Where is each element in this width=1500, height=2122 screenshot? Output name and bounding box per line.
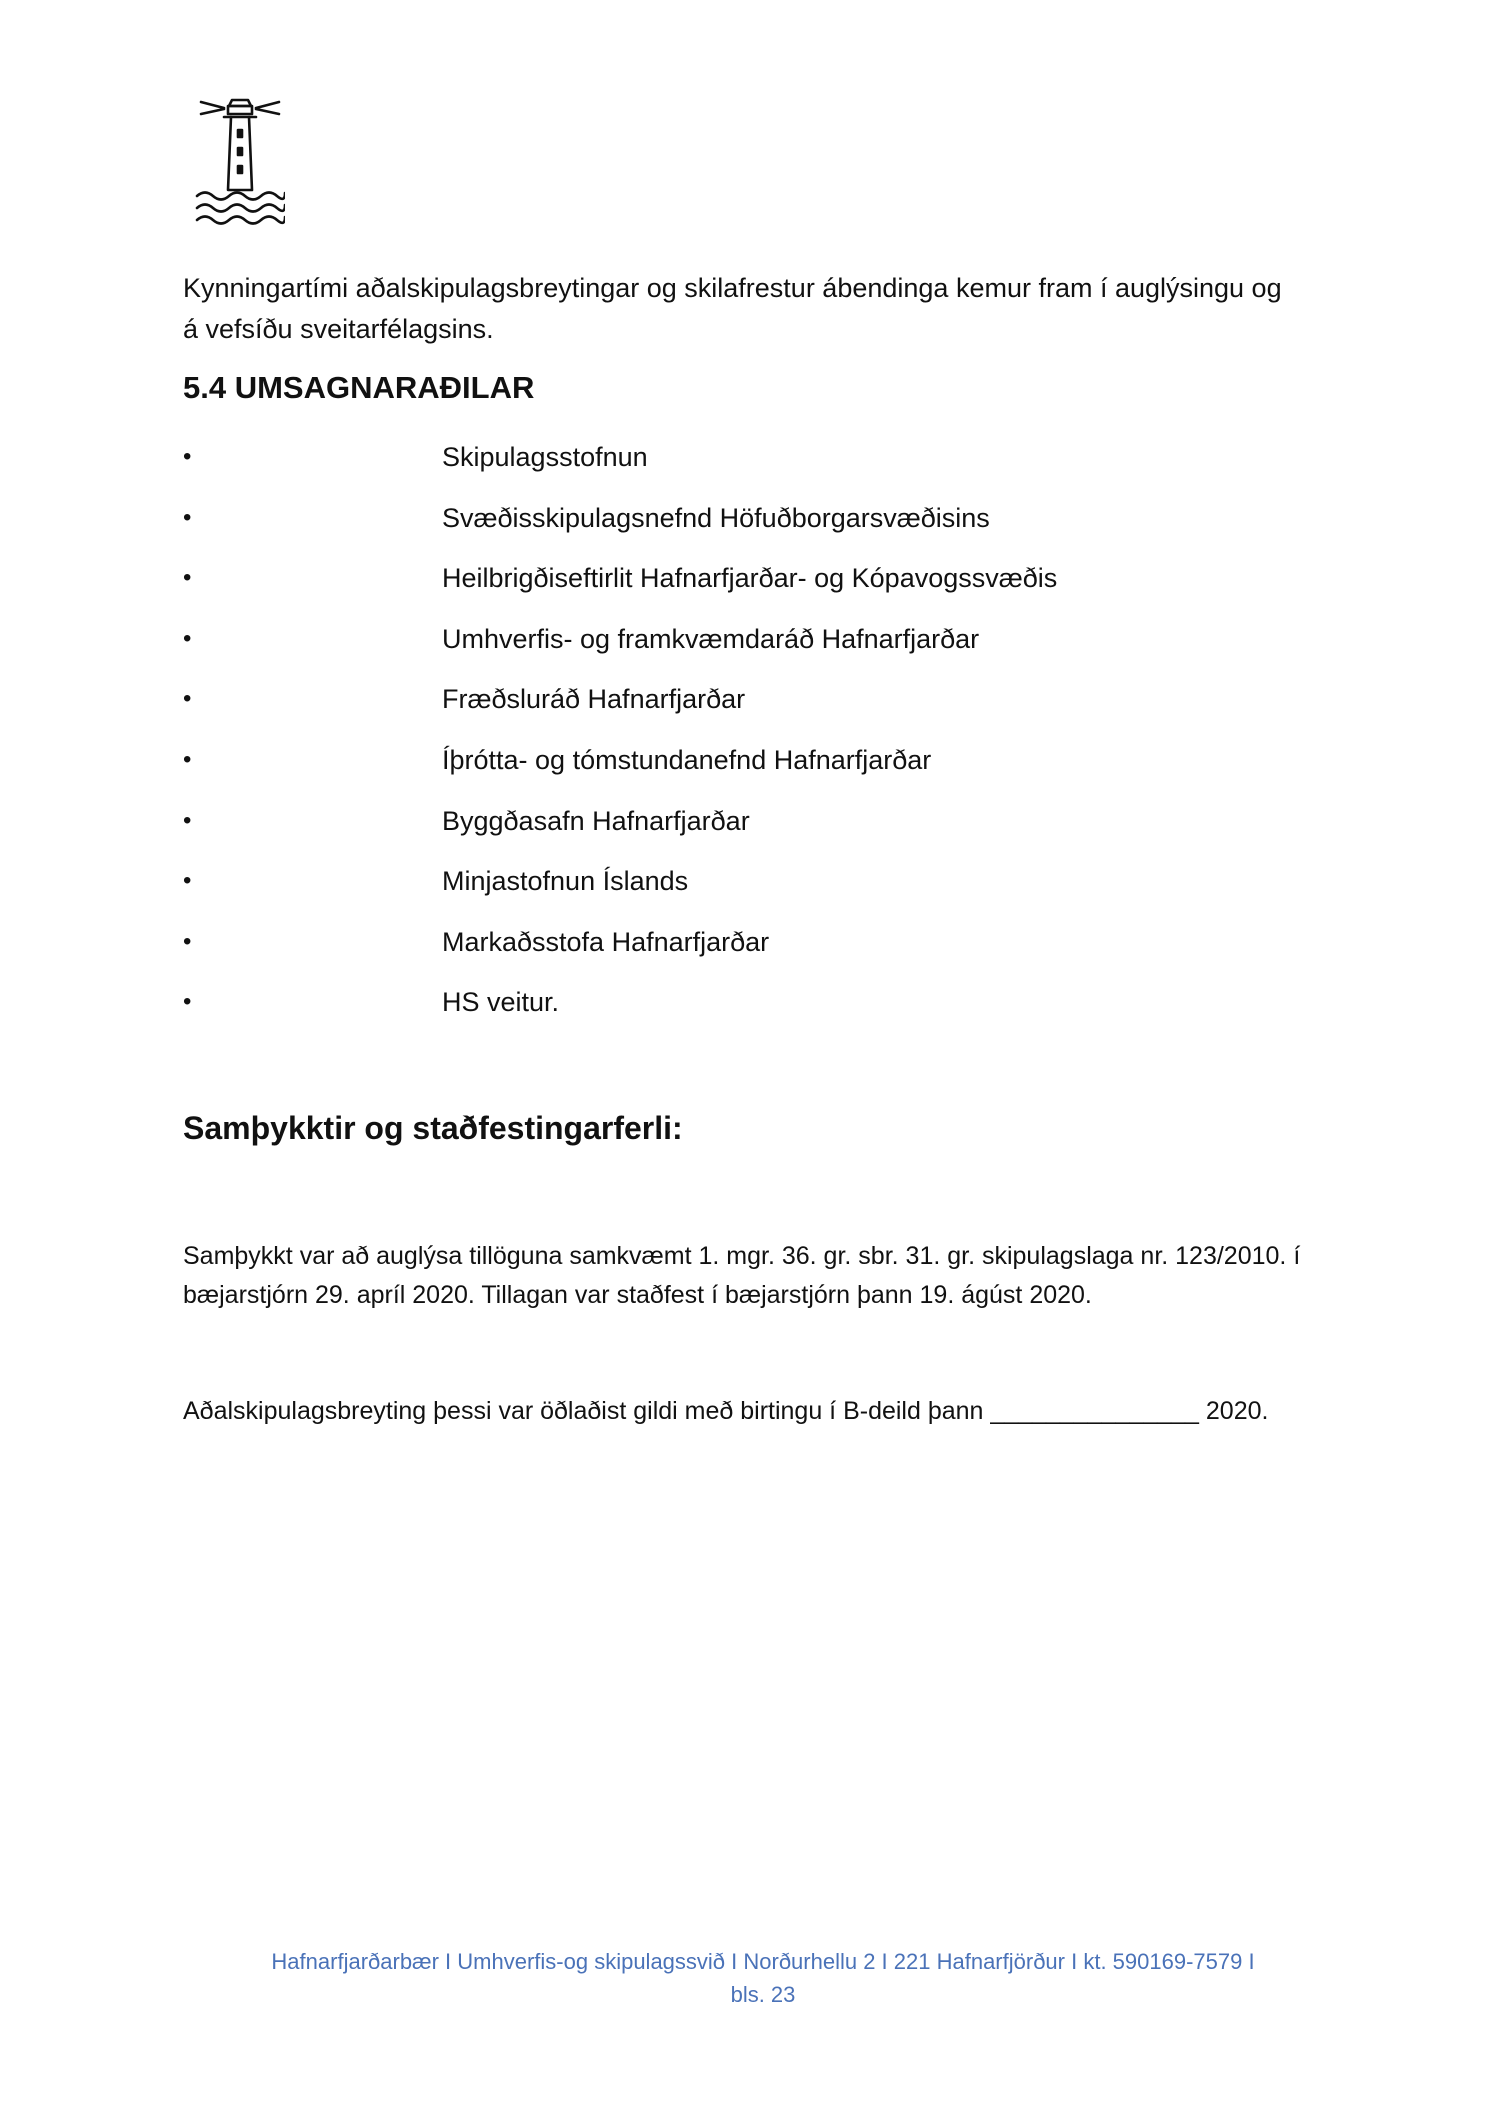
lighthouse-icon [195,92,285,227]
effect-statement: Aðalskipulagsbreyting þessi var öðlaðist gildi með birtingu í B-deild þann _______________ 2020. [183,1397,1269,1425]
bullet-icon: • [183,443,192,470]
bullet-icon: • [183,806,192,834]
approval-heading: Samþykktir og staðfestingarferli: [183,1110,683,1146]
footer-address: Hafnarfjarðarbær I Umhverfis-og skipulagssvið I Norðurhellu 2 I 221 Hafnarfjörður I kt. 590169-7579 I [271,1949,1255,1974]
reviewer-name: Heilbrigðiseftirlit Hafnarfjarðar- og Kópavogssvæðis [442,563,1058,594]
bullet-icon: • [183,564,192,592]
reviewer-name: Fræðsluráð Hafnarfjarðar [442,684,746,715]
approval-line-2: bæjarstjórn 29. apríl 2020. Tillagan var staðfest í bæjarstjórn þann 19. ágúst 2020. [183,1281,1092,1309]
list-item [183,494,1343,555]
reviewer-name: Markaðsstofa Hafnarfjarðar [442,926,770,957]
bullet-icon: • [183,624,192,652]
reviewer-list [183,433,1343,1039]
list-item [183,978,1343,1039]
page-number: bls. 23 [730,1982,796,2007]
reviewer-name: HS veitur. [442,987,560,1018]
list-item [183,615,1343,676]
reviewer-name: Umhverfis- og framkvæmdaráð Hafnarfjarðar [442,623,980,654]
bullet-icon: • [183,867,192,895]
bullet-icon: • [183,685,192,713]
reviewer-name: Íþrótta- og tómstundanefnd Hafnarfjarðar [442,744,932,775]
approval-line-1: Samþykkt var að auglýsa tillöguna samkvæmt 1. mgr. 36. gr. sbr. 31. gr. skipulagslaga nr. 123/2010. í [183,1242,1301,1270]
reviewer-name: Byggðasafn Hafnarfjarðar [442,805,750,836]
page-footer [183,1945,1343,2011]
list-item [183,857,1343,918]
list-item [183,918,1343,979]
section-heading: 5.4 UMSAGNARAÐILAR [183,370,535,405]
bullet-icon: • [183,503,192,531]
intro-paragraph [183,268,1343,350]
intro-line-2: á vefsíðu sveitarfélagsins. [183,314,494,344]
list-item [183,554,1343,615]
approval-paragraph [183,1237,1343,1315]
bullet-icon: • [183,988,192,1016]
bullet-icon: • [183,745,192,773]
list-item [183,675,1343,736]
reviewer-name: Svæðisskipulagsnefnd Höfuðborgarsvæðisins [442,502,990,533]
list-item [183,797,1343,858]
list-item [183,433,1343,494]
intro-line-1: Kynningartími aðalskipulagsbreytingar og skilafrestur ábendinga kemur fram í auglýsingu og [183,273,1282,303]
reviewer-name: Skipulagsstofnun [442,442,648,472]
reviewer-name: Minjastofnun Íslands [442,866,689,897]
bullet-icon: • [183,927,192,955]
list-item [183,736,1343,797]
